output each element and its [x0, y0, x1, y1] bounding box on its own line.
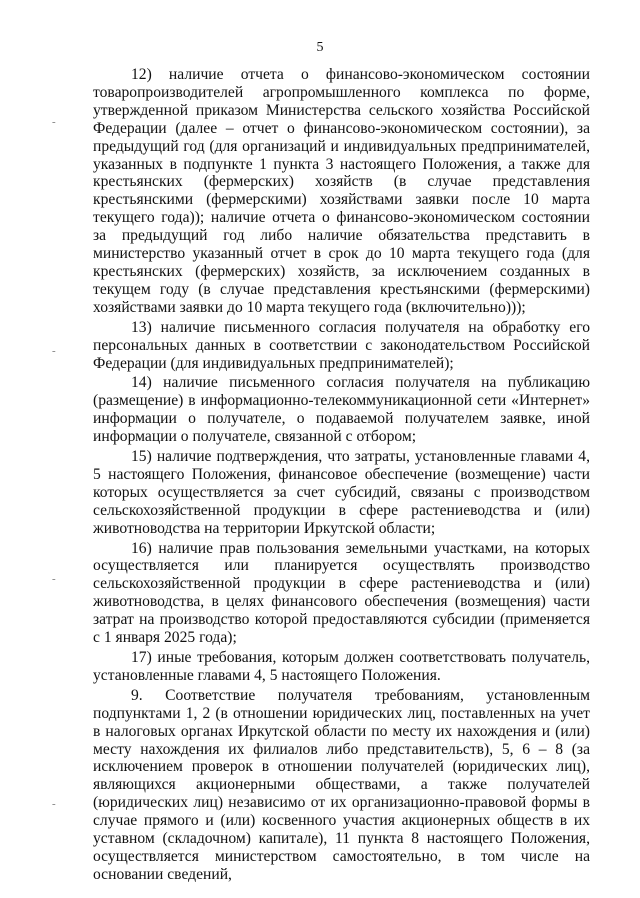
paragraph-item-14: 14) наличие письменного согласия получателя на публикацию (размещение) в информационно-телекоммуникационной сети «Интернет» информации о получателе, о подаваемой получателем заявке, иной информации о получателе, связанной с отбором; [93, 374, 590, 446]
page-number: 5 [316, 40, 324, 55]
paragraph-item-16: 16) наличие прав пользования земельными участками, на которых осуществляется или планируется осуществлять производство сельскохозяйственной продукции в сфере растениеводства и (или) животноводства, в целях финансового обеспечения (возмещения) части затрат на производство которой предоставляются субсидии (применяется с 1 января 2025 года); [93, 539, 590, 647]
margin-mark: - [52, 116, 56, 128]
margin-mark: - [52, 345, 56, 357]
paragraph-item-15: 15) наличие подтверждения, что затраты, установленные главами 4, 5 настоящего Положения, финансовое обеспечение (возмещение) части которых осуществляется за счет субсидий, связаны с производством сельскохозяйственной продукции в сфере растениеводства и (или) животноводства на территории Иркутской области; [93, 448, 590, 537]
paragraph-item-13: 13) наличие письменного согласия получателя на обработку его персональных данных в соответствии с законодательством Российской Федерации (для индивидуальных предпринимателей); [93, 318, 590, 372]
document-body [93, 66, 590, 886]
paragraph-item-12: 12) наличие отчета о финансово-экономическом состоянии товаропроизводителей агропромышленного комплекса по форме, утвержденной приказом Министерства сельского хозяйства Российской Федерации (далее – отчет о финансово-экономическом состоянии), за предыдущий год (для организаций и индивидуальных предпринимателей, указанных в подпункте 1 пункта 3 настоящего Положения, а также для крестьянских (фермерских) хозяйств (в случае представления крестьянскими (фермерскими) хозяйствами заявки после 10 марта текущего года)); наличие отчета о финансово-экономическом состоянии за предыдущий год либо наличие обязательства представить в министерство указанный отчет в срок до 10 марта текущего года (для крестьянских (фермерских) хозяйств, за исключением созданных в текущем году (в случае представления крестьянскими (фермерскими) хозяйствами заявки до 10 марта текущего года (включительно))); [93, 66, 590, 316]
paragraph-item-17: 17) иные требования, которым должен соответствовать получатель, установленные главами 4, 5 настоящего Положения. [93, 649, 590, 684]
margin-mark: - [52, 573, 56, 585]
paragraph-clause-9: 9. Соответствие получателя требованиям, установленным подпунктами 1, 2 (в отношении юридических лиц, поставленных на учет в налоговых органах Иркутской области по месту их нахождения и (или) месту нахождения их филиалов либо представительств), 5, 6 – 8 (за исключением проверок в отношении получателей (юридических лиц), являющихся акционерными обществами, а также получателей (юридических лиц) независимо от их организационно-правовой формы в случае прямого и (или) косвенного участия акционерных обществ в их уставном (складочном) капитале), 11 пункта 8 настоящего Положения, осуществляется министерством самостоятельно, в том числе на основании сведений, [93, 686, 590, 883]
margin-mark: - [52, 798, 56, 810]
